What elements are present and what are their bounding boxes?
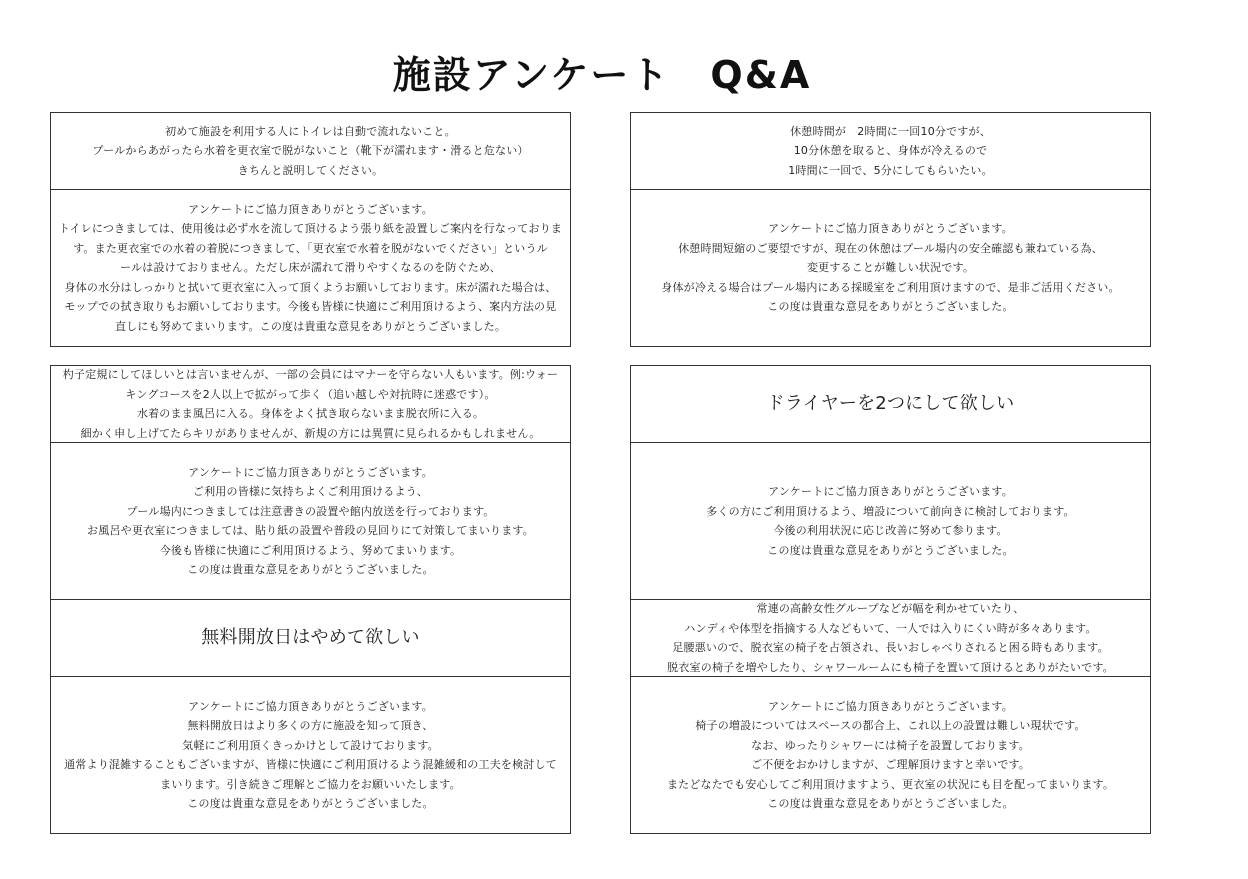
answer-box (51, 190, 570, 346)
answer-line: ご利用の皆様に気持ちよくご利用頂けるよう、 (192, 485, 429, 498)
answer-line: す。また更衣室での水着の着脱につきまして、「更衣室で水着を脱がないでください」というル (73, 241, 548, 255)
question-line: 杓子定規にしてほしいとは言いませんが、一部の会員にはマナーを守らない人もいます。例:ウォー (62, 368, 559, 381)
question-line: 休憩時間が 2時間に一回10分ですが、 (790, 124, 991, 138)
question-line: 常連の高齢女性グループなどが幅を利かせていたり、 (756, 602, 1025, 615)
answer-line: 気軽にご利用頂くきっかけとして設けております。 (182, 738, 439, 752)
answer-line: この度は貴重な意見をありがとうございました。 (767, 797, 1014, 810)
question-line: 足腰悪いので、脱衣室の椅子を占領され、長いおしゃべりされると困る時もあります。 (672, 641, 1109, 654)
answer-line: トイレにつきましては、使用後は必ず水を流して頂けるよう張り紙を設置しご案内を行なっておりま (58, 222, 563, 236)
answer-line: 休憩時間短縮のご要望ですが、現在の休憩はプール場内の安全確認も兼ねている為、 (678, 241, 1103, 255)
answer-line: まいります。引き続きご理解とご協力をお願いいたします。 (160, 777, 461, 791)
answer-line: この度は貴重な意見をありがとうございました。 (767, 300, 1014, 314)
answer-line: アンケートにご協力頂きありがとうございます。 (768, 485, 1013, 498)
qa-card (50, 599, 571, 834)
qa-card (630, 599, 1151, 834)
answer-box (631, 190, 1150, 346)
qa-card (630, 365, 1151, 600)
question-line: きちんと説明してください。 (237, 163, 384, 177)
answer-box (51, 443, 570, 599)
question-line: キングコースを2人以上で拡がって歩く（追い越しや対抗時に迷惑です）。 (125, 387, 496, 401)
question-line: 脱衣室の椅子を増やしたり、シャワールームにも椅子を置いて頂けるとありがたいです。 (667, 660, 1114, 674)
question-box (51, 113, 570, 190)
answer-box (631, 677, 1150, 833)
answer-line: アンケートにご協力頂きありがとうございます。 (188, 202, 433, 216)
answer-line: 今後も皆様に快適にご利用頂けるよう、努めてまいります。 (159, 543, 462, 557)
question-line: 水着のまま風呂に入る。身体をよく拭き取らないまま脱衣所に入る。 (136, 407, 485, 420)
question-line: 10分休憩を取ると、身体が冷えるので (793, 144, 988, 158)
qa-card (630, 112, 1151, 347)
question-line: ドライヤーを2つにして欲しい (766, 393, 1015, 414)
question-line: 初めて施設を利用する人にトイレは自動で流れないこと。 (165, 124, 456, 138)
answer-line: またどなたでも安心してご利用頂けますよう、更衣室の状況にも目を配ってまいります。 (666, 777, 1115, 791)
answer-line: プール場内につきましては注意書きの設置や館内放送を行っております。 (126, 504, 495, 518)
answer-line: 椅子の増設についてはスペースの都合上、これ以上の設置は難しい現状です。 (695, 719, 1086, 732)
question-box (631, 113, 1150, 190)
answer-line: 通常より混雑することもございますが、皆様に快適にご利用頂けるよう混雑緩和の工夫を検討して (64, 758, 557, 771)
answer-line: 身体の水分はしっかりと拭いて更衣室に入って頂くようお願いしております。床が濡れた場合は、 (64, 280, 557, 294)
answer-line: アンケートにご協力頂きありがとうございます。 (188, 465, 433, 479)
question-box (631, 600, 1150, 677)
question-line: ハンディや体型を指摘する人などもいて、一人では入りにくい時が多々あります。 (684, 621, 1097, 635)
answer-line: お風呂や更衣室につきましては、貼り紙の設置や普段の見回りにて対策してまいります。 (87, 524, 534, 537)
question-box (51, 366, 570, 443)
answer-line: この度は貴重な意見をありがとうございました。 (767, 543, 1014, 557)
answer-line: モップでの拭き取りもお願いしております。今後も皆様に快適にご利用頂けるよう、案内方法の見 (64, 300, 557, 314)
answer-line: 多くの方にご利用頂けるよう、増設について前向きに検討しております。 (706, 504, 1075, 518)
qa-card (50, 365, 571, 600)
qa-card (50, 112, 571, 347)
question-line: 細かく申し上げてたらキリがありませんが、新規の方には異質に見られるかもしれません。 (80, 426, 541, 440)
answer-line: アンケートにご協力頂きありがとうございます。 (768, 699, 1013, 713)
answer-line: ールは設けておりません。ただし床が濡れて滑りやすくなるのを防ぐため、 (120, 261, 501, 275)
question-box (631, 366, 1150, 443)
question-line: 1時間に一回で、5分にしてもらいたい。 (788, 163, 993, 177)
answer-line: 身体が冷える場合はプール場内にある採暖室をご利用頂けますので、是非ご活用ください。 (661, 280, 1120, 294)
answer-line: 変更することが難しい状況です。 (806, 261, 975, 275)
answer-line: アンケートにご協力頂きありがとうございます。 (188, 699, 433, 713)
question-line: プールからあがったら水着を更衣室で脱がないこと（靴下が濡れます・滑ると危ない） (92, 144, 529, 158)
answer-line: 今後の利用状況に応じ改善に努めて参ります。 (773, 524, 1008, 537)
answer-line: 直しにも努めてまいります。この度は貴重な意見をありがとうございました。 (114, 319, 507, 333)
question-line: 無料開放日はやめて欲しい (201, 627, 420, 648)
answer-line: アンケートにご協力頂きありがとうございます。 (768, 222, 1013, 236)
answer-line: この度は貴重な意見をありがとうございました。 (187, 797, 434, 810)
answer-line: なお、ゆったりシャワーには椅子を設置しております。 (751, 738, 1030, 752)
answer-line: 無料開放日はより多くの方に施設を知って頂き、 (187, 719, 434, 732)
question-box (51, 600, 570, 677)
answer-line: ご不便をおかけしますが、ご理解頂けますと幸いです。 (750, 758, 1031, 771)
answer-line: この度は貴重な意見をありがとうございました。 (187, 563, 434, 576)
page-title: 施設アンケート Q&A (392, 53, 812, 97)
answer-box (51, 677, 570, 833)
answer-box (631, 443, 1150, 599)
